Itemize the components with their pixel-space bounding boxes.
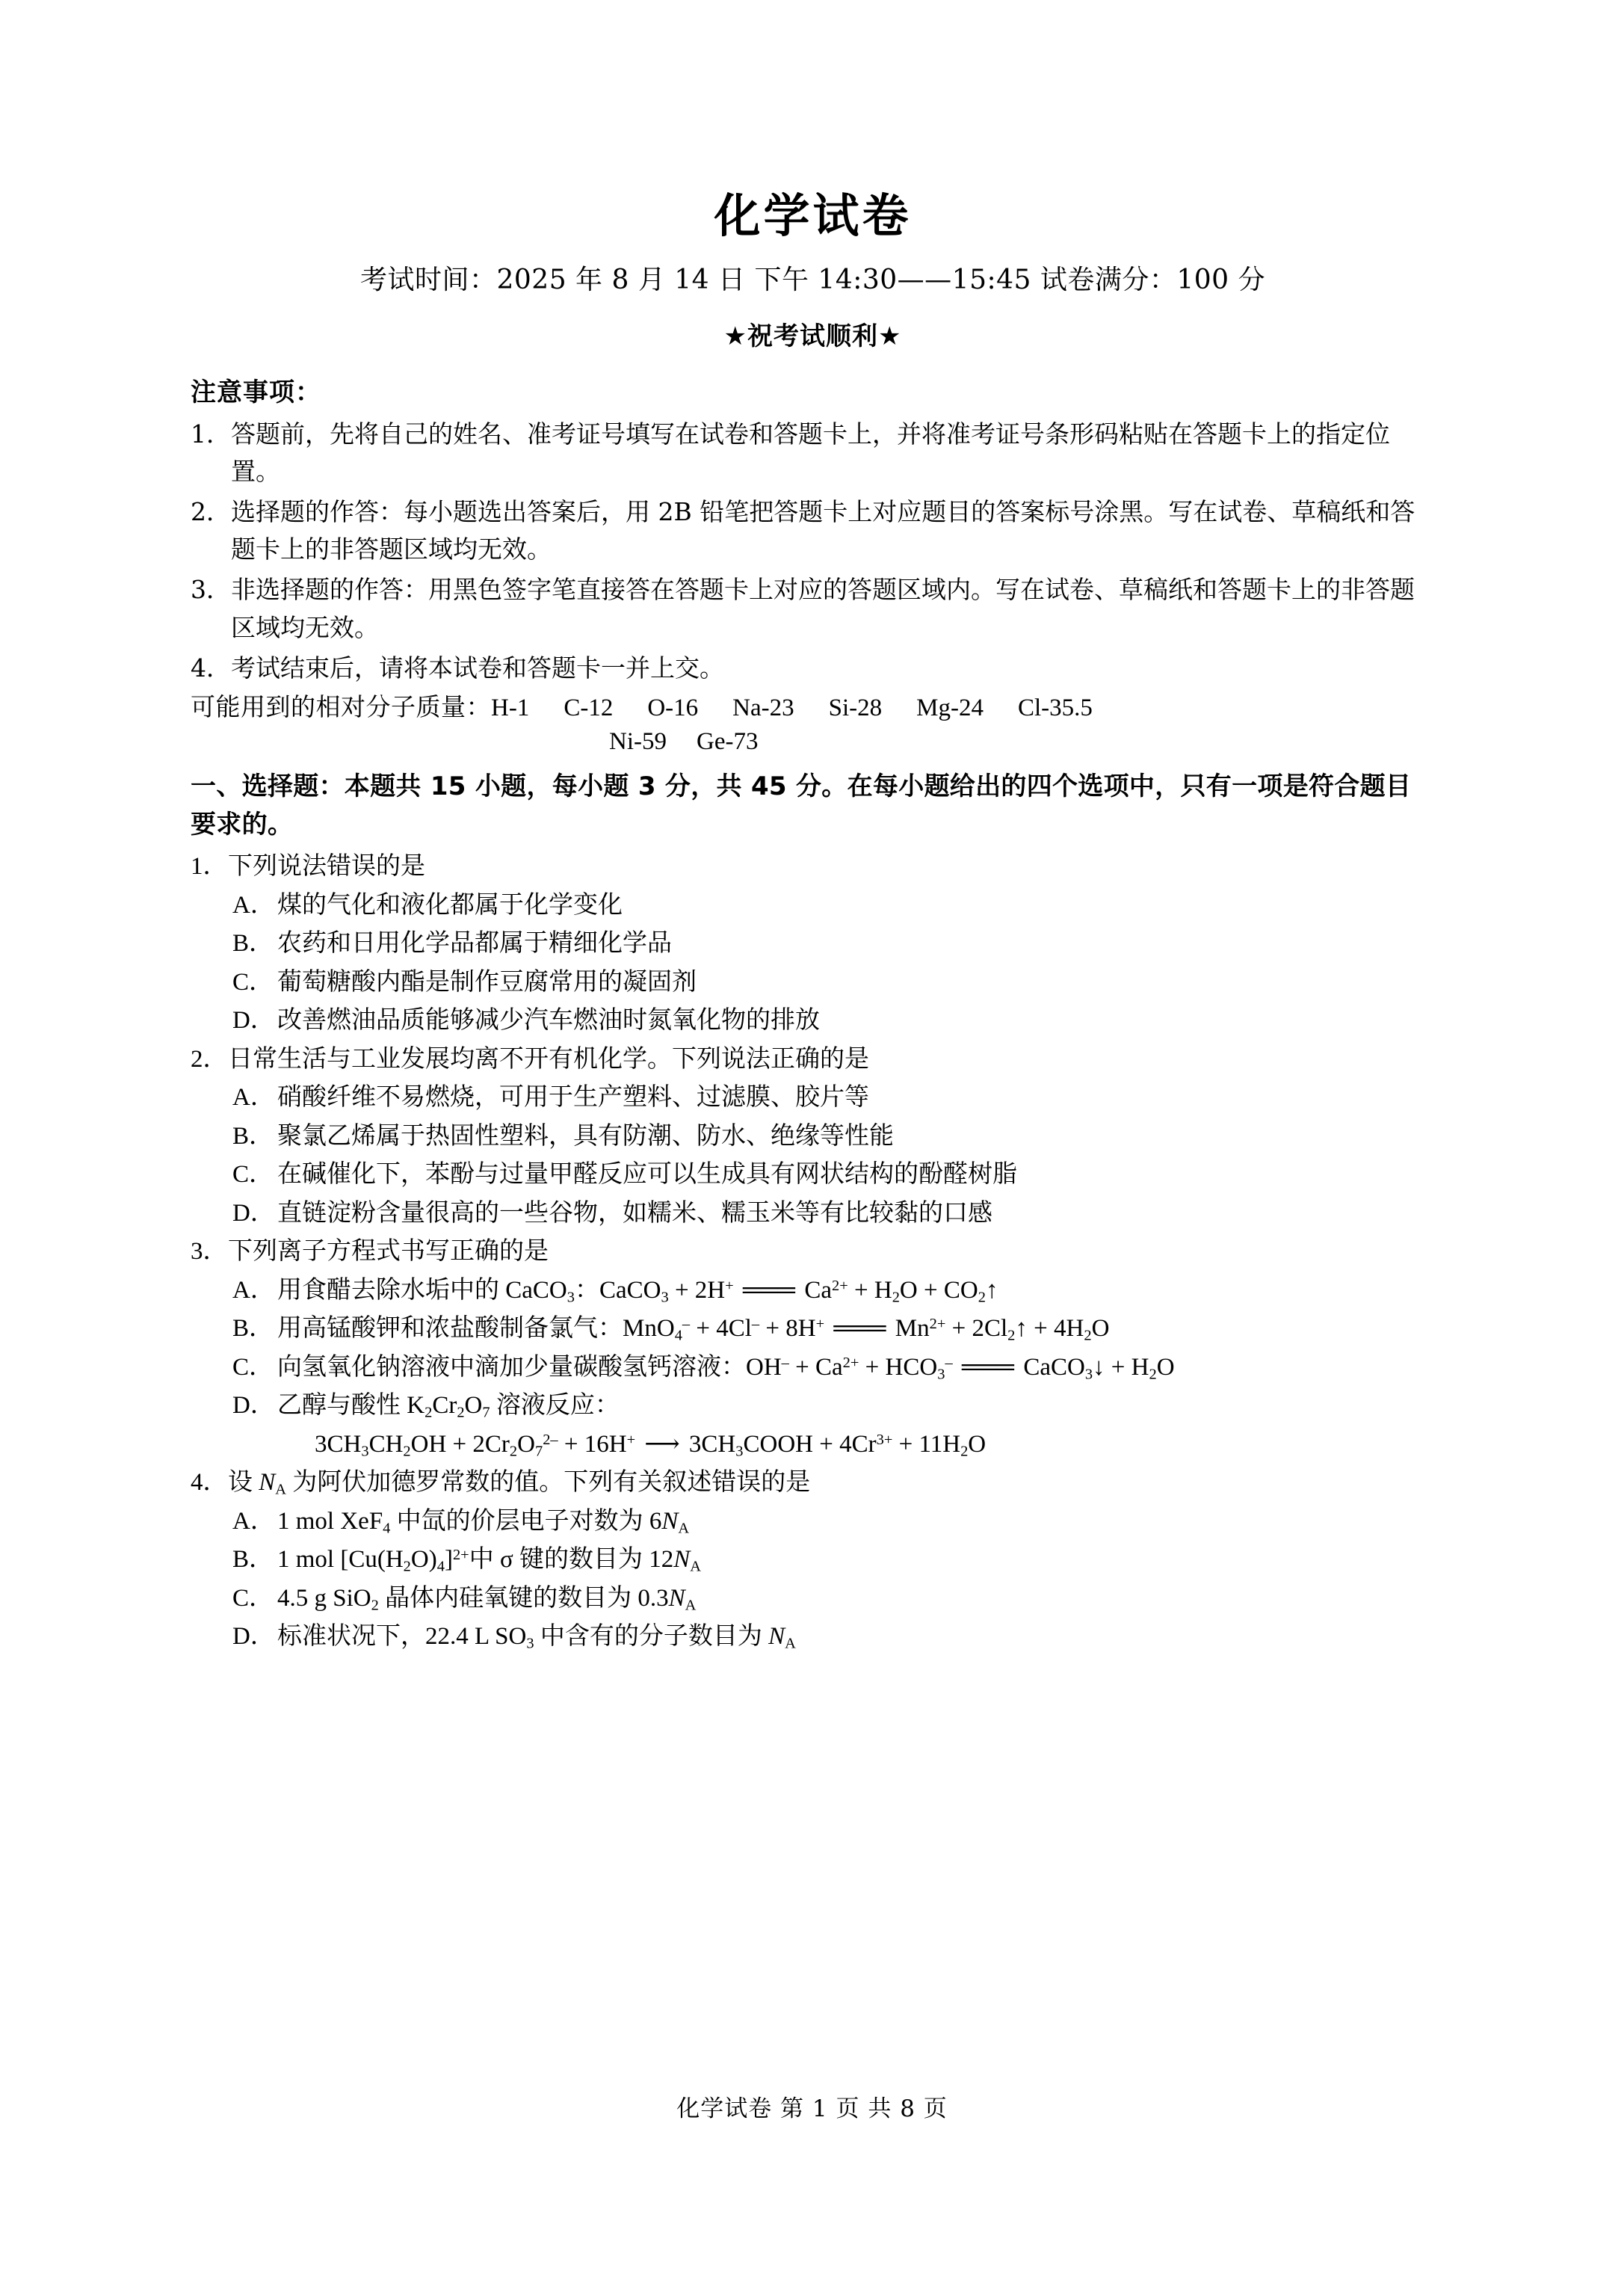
option-row[interactable] [191, 925, 1435, 963]
option-label: D． [232, 1007, 275, 1035]
mass-value: O-16 [647, 694, 699, 721]
option-text: 向氢氧化钠溶液中滴加少量碳酸氢钙溶液：$OH^- + Ca^{2+} + HCO_3^-$ ═══ CaCO$_3$↓ + $H_2O$ [277, 1353, 1175, 1383]
option-row[interactable] [191, 1541, 1435, 1579]
option-row[interactable] [191, 1156, 1435, 1194]
option-row[interactable] [191, 1503, 1435, 1541]
mass-value: H-1 [491, 694, 530, 721]
notice-item [191, 650, 1435, 687]
notice-item-text: 考试结束后，请将本试卷和答题卡一并上交。 [231, 653, 724, 683]
notice-item-number: 2． [191, 497, 231, 527]
question-stem-text: 日常生活与工业发展均离不开有机化学。下列说法正确的是 [228, 1045, 869, 1073]
relative-atomic-masses-row-1 [191, 690, 1435, 727]
option-label: A． [232, 1084, 275, 1112]
notice-item-number: 3． [191, 575, 231, 605]
masses-label: 可能用到的相对分子质量： [191, 694, 491, 721]
page-footer: 化学试卷 第 1 页 共 8 页 [676, 2095, 948, 2122]
question-stem [191, 848, 1435, 886]
page-title: 化学试卷 [714, 188, 912, 243]
question-stem [191, 1041, 1435, 1079]
question-number: 4． [191, 1469, 228, 1497]
question-number: 3． [191, 1238, 228, 1266]
notice-item [191, 571, 1435, 646]
option-row[interactable] [191, 1079, 1435, 1117]
option-text: 1 mol $[Cu(H_2O)_4]^{2+}$中 σ 键的数目为 $12N_A$ [277, 1546, 702, 1576]
option-label: B． [232, 1122, 274, 1150]
option-text: 直链淀粉含量很高的一些谷物，如糯米、糯玉米等有比较黏的口感 [277, 1199, 992, 1227]
mass-value: C-12 [564, 694, 614, 721]
notice-item-text: 选择题的作答：每小题选出答案后，用 2B 铅笔把答题卡上对应题目的答案标号涂黑。写在试卷、草稿纸和答题卡上的非答题区域均无效。 [231, 497, 1415, 564]
option-text: 在碱催化下，苯酚与过量甲醛反应可以生成具有网状结构的酚醛树脂 [277, 1161, 1017, 1189]
option-label: C． [232, 1584, 274, 1612]
option-text: 乙醇与酸性 $K_2Cr_2O_7$ 溶液反应： [277, 1392, 620, 1422]
notice-heading: 注意事项： [191, 377, 321, 407]
option-row[interactable] [191, 1580, 1435, 1618]
question-block [191, 1464, 1435, 1656]
good-luck-line: ★祝考试顺利★ [723, 321, 902, 351]
question-number: 1． [191, 853, 228, 881]
option-text: 改善燃油品质能够减少汽车燃油时氮氧化物的排放 [277, 1007, 820, 1035]
option-text: 农药和日用化学品都属于精细化学品 [277, 930, 672, 958]
option-label: D． [232, 1392, 275, 1420]
notice-item-text: 答题前，先将自己的姓名、准考证号填写在试卷和答题卡上，并将准考证号条形码粘贴在答题卡上的指定位置。 [231, 419, 1390, 486]
option-row[interactable] [191, 1272, 1435, 1310]
option-label: A． [232, 891, 275, 919]
question-stem [191, 1464, 1435, 1502]
option-row[interactable] [191, 964, 1435, 1002]
option-row[interactable] [191, 1002, 1435, 1040]
notice-item [191, 493, 1435, 568]
option-label: C． [232, 1353, 274, 1381]
question-stem [191, 1233, 1435, 1271]
option-text: 用高锰酸钾和浓盐酸制备氯气：MnO$_4$– + 4Cl– + 8H+ ═══ $Mn^{2+}$ + $2Cl_2↑ + 4H_2O$ [277, 1315, 1110, 1345]
relative-atomic-masses-row-2 [191, 728, 1435, 756]
option-label: D． [232, 1623, 275, 1651]
option-row[interactable] [191, 1387, 1435, 1425]
notice-item-number: 4． [191, 653, 231, 683]
notice-item [191, 416, 1435, 490]
question-number: 2． [191, 1045, 228, 1073]
mass-value: Si-28 [828, 694, 883, 721]
mass-value: Mg-24 [916, 694, 984, 721]
option-text: 用食醋去除水垢中的 CaCO$_3$：CaCO$_3$ + 2H+ ═══ $Ca^{2+} + H_2O$ + $CO_2↑$ [277, 1276, 998, 1306]
option-row[interactable] [191, 1118, 1435, 1156]
notice-item-text: 非选择题的作答：用黑色签字笔直接答在答题卡上对应的答题区域内。写在试卷、草稿纸和答题卡上的非答题区域均无效。 [231, 575, 1415, 642]
option-continuation-row [191, 1426, 1435, 1464]
option-text: 聚氯乙烯属于热固性塑料，具有防潮、防水、绝缘等性能 [277, 1122, 894, 1150]
option-text: 1 mol XeF$_4$ 中氙的价层电子对数为 $6N_A$ [277, 1507, 690, 1537]
question-stem-text: 下列说法错误的是 [228, 853, 425, 881]
notice-item-number: 1． [191, 419, 231, 449]
option-row[interactable] [191, 1349, 1435, 1387]
question-block [191, 848, 1435, 1040]
mass-value: Na-23 [732, 694, 794, 721]
option-text: 标准状况下，22.4 L $SO_3$ 中含有的分子数目为 $N_A$ [277, 1623, 796, 1653]
option-equation: $3CH_3CH_2OH + 2Cr_2O_7^{2-} + 16H^+$ ⟶ $3CH_3COOH + 4Cr^{3+} + 11H_2O$ [315, 1430, 987, 1460]
option-label: B． [232, 1546, 274, 1574]
option-row[interactable] [191, 1310, 1435, 1348]
option-label: A． [232, 1276, 275, 1304]
option-label: B． [232, 1315, 274, 1343]
question-stem-text: 下列离子方程式书写正确的是 [228, 1238, 549, 1266]
section-header-multiple-choice: 一、选择题：本题共 15 小题，每小题 3 分，共 45 分。在每小题给出的四个选项中，只有一项是符合题目要求的。 [191, 771, 1412, 840]
mass-value: Ni-59 [609, 728, 667, 756]
option-label: C． [232, 968, 274, 996]
option-label: D． [232, 1199, 275, 1227]
mass-value: Ge-73 [697, 728, 759, 756]
option-label: C． [232, 1161, 274, 1189]
option-row[interactable] [191, 887, 1435, 925]
mass-value: Cl-35.5 [1017, 694, 1093, 721]
option-row[interactable] [191, 1618, 1435, 1656]
exam-meta-line: 考试时间：2025 年 8 月 14 日 下午 14:30——15:45 试卷满分：100 分 [359, 265, 1266, 296]
page-content [191, 188, 1435, 1657]
question-block [191, 1041, 1435, 1233]
option-text: 葡萄糖酸内酯是制作豆腐常用的凝固剂 [277, 968, 697, 996]
option-label: A． [232, 1507, 275, 1535]
option-text: 硝酸纤维不易燃烧，可用于生产塑料、过滤膜、胶片等 [277, 1084, 869, 1112]
question-block [191, 1233, 1435, 1463]
question-stem-text: 设 $N_A$ 为阿伏加德罗常数的值。下列有关叙述错误的是 [228, 1469, 811, 1499]
option-text: 4.5 g SiO$_2$ 晶体内硅氧键的数目为 $0.3N_A$ [277, 1584, 697, 1614]
option-label: B． [232, 930, 274, 958]
option-text: 煤的气化和液化都属于化学变化 [277, 891, 623, 919]
option-row[interactable] [191, 1195, 1435, 1233]
